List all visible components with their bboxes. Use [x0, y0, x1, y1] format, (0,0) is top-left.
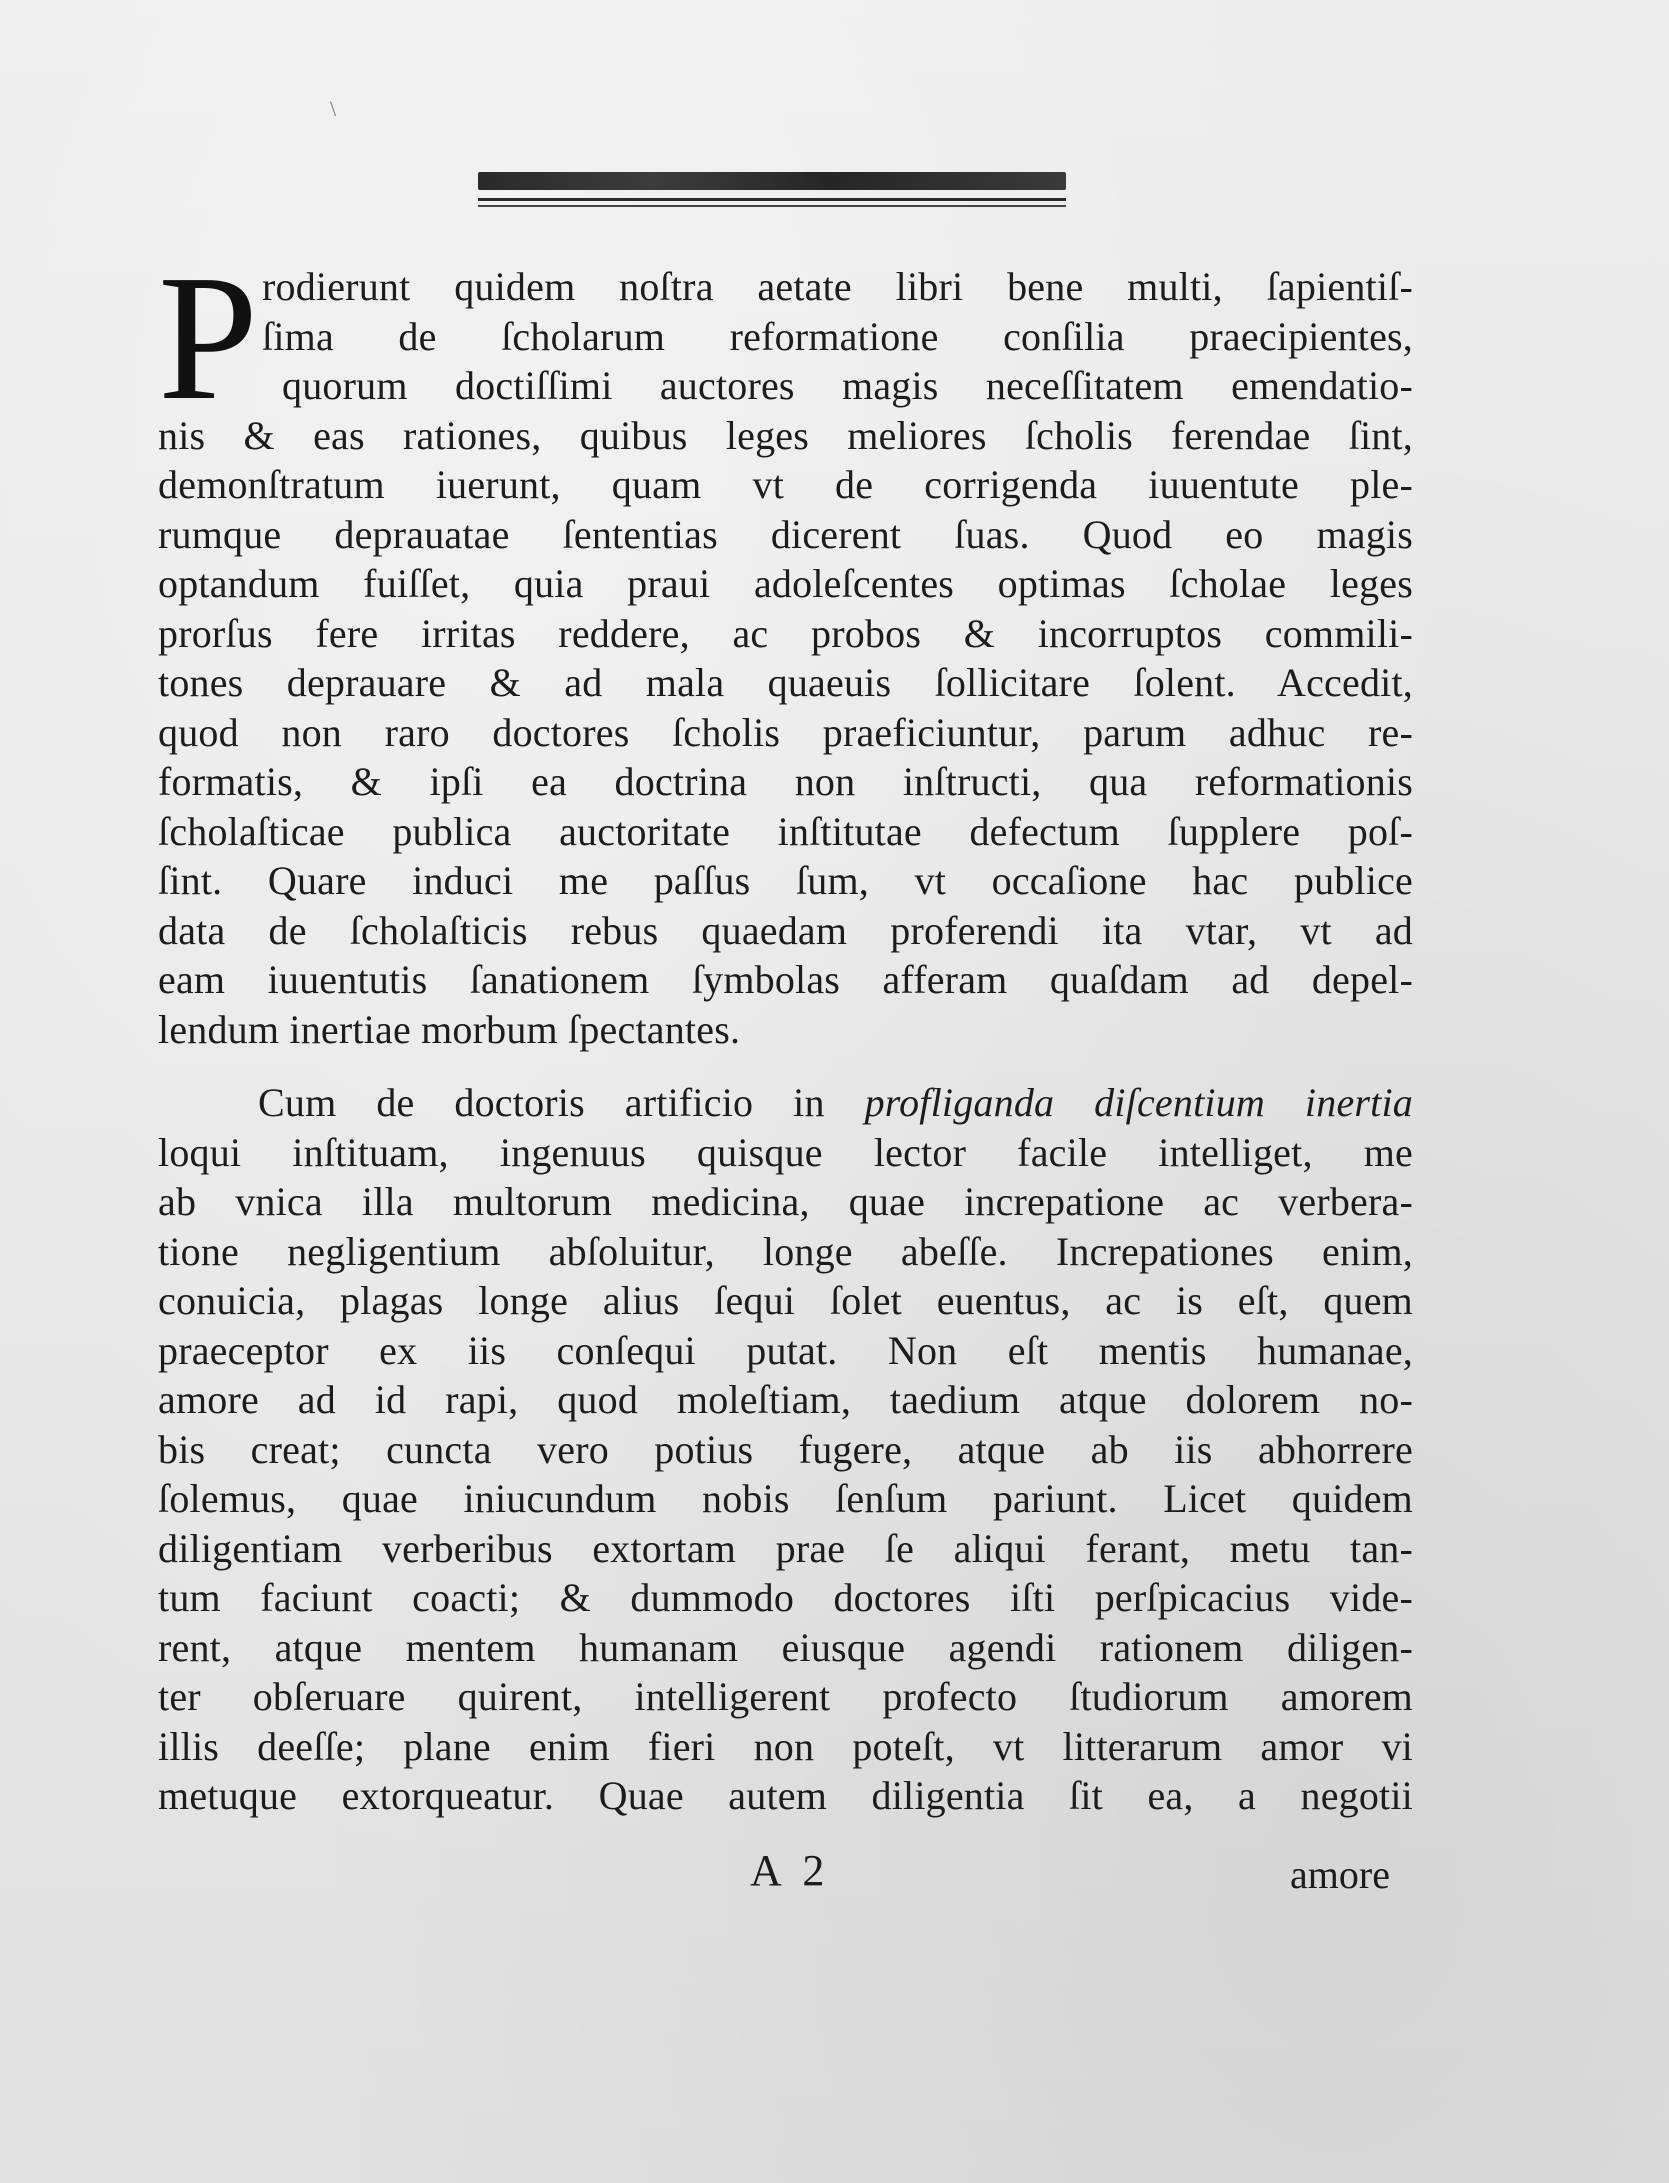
stray-mark: \	[330, 96, 337, 121]
text-line: praeceptor ex iis conſequi putat. Non eſt mentis humanae,	[158, 1327, 1413, 1373]
text-line: ab vnica illa multorum medicina, quae increpatione ac verbera-	[158, 1179, 1413, 1224]
text-line: illis deeſſe; plane enim fieri non poteſt, vt litterarum amor vi	[158, 1723, 1413, 1769]
text-line: data de ſcholaſticis rebus quaedam proferendi ita vtar, vt ad	[158, 907, 1413, 953]
text-line: conuicia, plagas longe alius ſequi ſolet euentus, ac is eſt, quem	[158, 1278, 1413, 1323]
text-line: rent, atque mentem humanam eiusque agendi rationem diligen-	[158, 1624, 1413, 1670]
text-line: tones deprauare & ad mala quaeuis ſollicitare ſolent. Accedit,	[158, 660, 1413, 705]
text-line: tum faciunt coacti; & dummodo doctores iſti perſpicacius vide-	[158, 1575, 1413, 1620]
ornament-rule-upper	[478, 198, 1066, 201]
text-line: tione negligentium abſoluitur, longe abeſſe. Increpationes enim,	[158, 1228, 1413, 1274]
text-line: eam iuuentutis ſanationem ſymbolas afferam quaſdam ad depel-	[158, 957, 1413, 1002]
text-line: ſcholaſticae publica auctoritate inſtitutae defectum ſupplere poſ-	[158, 808, 1413, 854]
text-line: ter obſeruare quirent, intelligerent profecto ſtudiorum amorem	[158, 1674, 1413, 1719]
text-line: lendum inertiae morbum ſpectantes.	[158, 1006, 741, 1052]
text-line: prorſus fere irritas reddere, ac probos & incorruptos commili-	[158, 610, 1413, 656]
text-line: ſima de ſcholarum reformatione conſilia praecipientes,	[262, 313, 1413, 359]
body-text	[158, 238, 1413, 1821]
paragraph-2	[158, 1078, 1413, 1821]
text-line: diligentiam verberibus extortam prae ſe aliqui ferant, metu tan-	[158, 1525, 1413, 1571]
ornament-rule-lower	[478, 205, 1066, 207]
ornament-bar	[478, 172, 1066, 190]
text-line: loqui inſtituam, ingenuus quisque lector facile intelliget, me	[158, 1129, 1413, 1175]
text-line: bis creat; cuncta vero potius fugere, atque ab iis abhorrere	[158, 1426, 1413, 1472]
text-line	[158, 1078, 1413, 1128]
header-ornament	[478, 172, 1066, 216]
text-line: quod non raro doctores ſcholis praeficiuntur, parum adhuc re-	[158, 709, 1413, 755]
italic-phrase: profliganda diſcentium inertia	[864, 1080, 1413, 1125]
text-line: ſint. Quare induci me paſſus ſum, vt occaſione hac publice	[158, 858, 1413, 903]
page-footer	[0, 1845, 1669, 1905]
paragraph-1	[158, 238, 1413, 1054]
text-line: demonſtratum iuerunt, quam vt de corrigenda iuuentute ple-	[158, 462, 1413, 507]
text-line: formatis, & ipſi ea doctrina non inſtructi, qua reformationis	[158, 759, 1413, 804]
text-line: amore ad id rapi, quod moleſtiam, taedium atque dolorem no-	[158, 1377, 1413, 1422]
drop-cap-initial: P	[158, 238, 259, 437]
signature-mark: A 2	[750, 1846, 831, 1895]
text-line: nis & eas rationes, quibus leges meliores ſcholis ferendae ſint,	[158, 412, 1413, 458]
text-line: quorum doctiſſimi auctores magis neceſſitatem emendatio-	[282, 363, 1413, 408]
text-line: metuque extorqueatur. Quae autem diligentia ſit ea, a negotii	[158, 1773, 1413, 1818]
text-line: ſolemus, quae iniucundum nobis ſenſum pariunt. Licet quidem	[158, 1476, 1413, 1521]
text-line: rodierunt quidem noſtra aetate libri bene multi, ſapientiſ-	[262, 264, 1413, 309]
line-start: Cum de doctoris artificio in	[258, 1080, 865, 1125]
text-line: rumque deprauatae ſententias dicerent ſuas. Quod eo magis	[158, 511, 1413, 557]
catchword: amore	[1290, 1852, 1390, 1897]
text-line: optandum fuiſſet, quia praui adoleſcentes optimas ſcholae leges	[158, 561, 1413, 606]
